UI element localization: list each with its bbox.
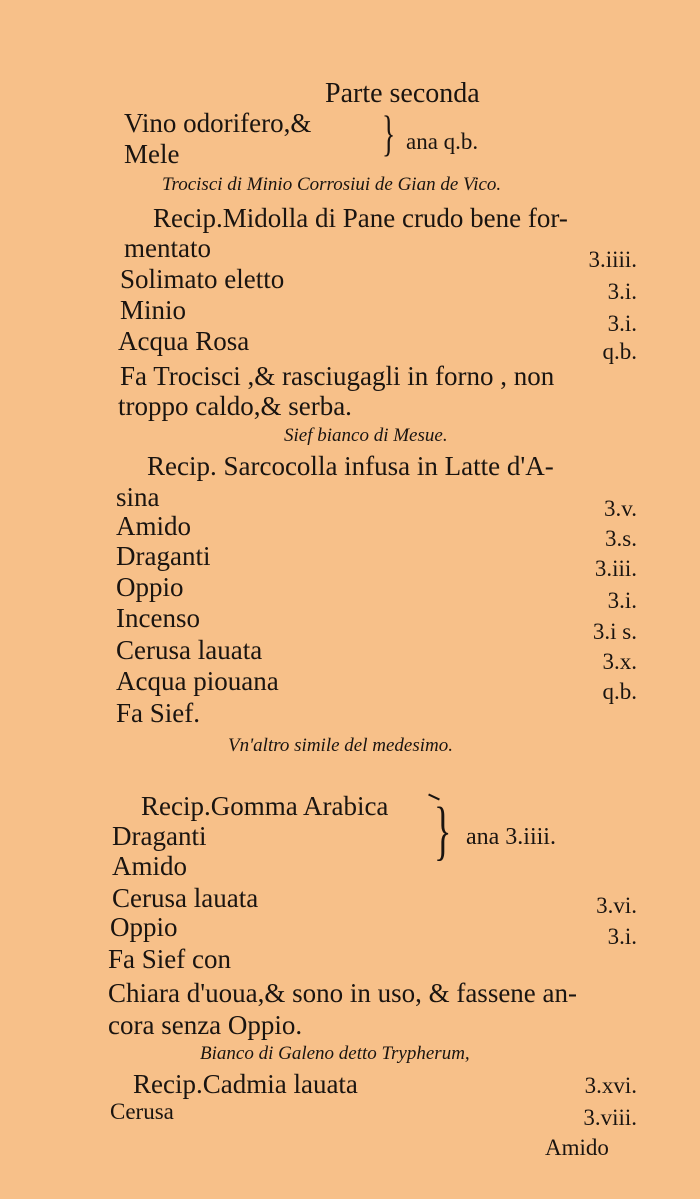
curly-brace-icon: } <box>382 105 396 161</box>
ingredient-qty: 3.viii. <box>583 1105 637 1130</box>
ingredient-qty: 3.i. <box>607 279 637 304</box>
ingredient-name: Acqua piouana <box>116 666 279 696</box>
recipe-line: Recip.Midolla di Pane crudo bene for- <box>153 203 568 233</box>
closing-line: troppo caldo,& serba. <box>118 391 352 421</box>
closing-line: Chiara d'uoua,& sono in uso, & fassene an- <box>108 978 578 1008</box>
recipe-line: Recip.Gomma Arabica <box>141 791 389 821</box>
ingredient-qty: 3.s. <box>605 526 637 551</box>
ingredient-name: Oppio <box>116 572 184 602</box>
ingredient-qty: 3.iii. <box>594 556 637 581</box>
running-header: Parte seconda <box>325 78 480 109</box>
ingredient-qty: 3.x. <box>602 649 637 674</box>
ingredient-qty: 3.xvi. <box>584 1073 637 1098</box>
ingredient-qty: 3.i. <box>607 311 637 336</box>
ingredient-name: Amido <box>112 851 188 881</box>
ingredient-name: Draganti <box>116 541 211 571</box>
section-heading-altro: Vn'altro simile del medesimo. <box>228 735 453 756</box>
intro-line-1: Vino odorifero,& <box>124 108 312 138</box>
curly-brace-icon: } <box>434 794 452 867</box>
ingredient-name: Cerusa lauata <box>116 635 263 665</box>
ingredient-name: sina <box>116 482 160 512</box>
recipe-line: Recip. Sarcocolla infusa in Latte d'A- <box>147 451 554 481</box>
closing-line: Fa Trocisci ,& rasciugagli in forno , non <box>120 361 555 391</box>
ingredient-name: Incenso <box>116 603 200 633</box>
ingredient-qty: 3.vi. <box>596 893 637 918</box>
ingredient-qty: 3.i. <box>607 924 637 949</box>
ingredient-qty: q.b. <box>602 339 637 364</box>
ingredient-name: Oppio <box>110 912 178 942</box>
ingredient-name: Draganti <box>112 821 207 851</box>
ingredient-name: Amido <box>116 511 192 541</box>
ingredient-name: Minio <box>120 295 187 325</box>
ingredient-name: Recip.Cadmia lauata <box>133 1069 358 1099</box>
ingredient-qty: q.b. <box>602 679 637 704</box>
ingredient-name: Solimato eletto <box>120 264 285 294</box>
closing-line: cora senza Oppio. <box>108 1010 303 1040</box>
ingredient-qty: 3.v. <box>603 496 637 521</box>
ingredient-qty: 3.i. <box>607 588 637 613</box>
section-heading-galeno: Bianco di Galeno detto Trypherum, <box>200 1043 470 1064</box>
section3-ana: ana 3.iiii. <box>466 824 556 850</box>
ingredient-qty: 3.iiii. <box>588 247 637 272</box>
ingredient-name: Cerusa lauata <box>112 883 259 913</box>
intro-ana: ana q.b. <box>406 129 479 154</box>
ingredient-name: mentato <box>124 233 211 263</box>
ingredient-name: Acqua Rosa <box>118 326 250 356</box>
ingredient-name: Cerusa <box>110 1099 174 1124</box>
closing-line: Fa Sief. <box>116 698 200 728</box>
section-heading-trocisci: Trocisci di Minio Corrosiui de Gian de Vico. <box>162 174 502 195</box>
intro-line-2: Mele <box>124 139 180 169</box>
ingredient-qty: 3.i s. <box>592 619 637 644</box>
closing-line: Fa Sief con <box>108 944 231 974</box>
catchword: Amido <box>545 1135 609 1160</box>
section-heading-sief: Sief bianco di Mesue. <box>284 425 448 446</box>
